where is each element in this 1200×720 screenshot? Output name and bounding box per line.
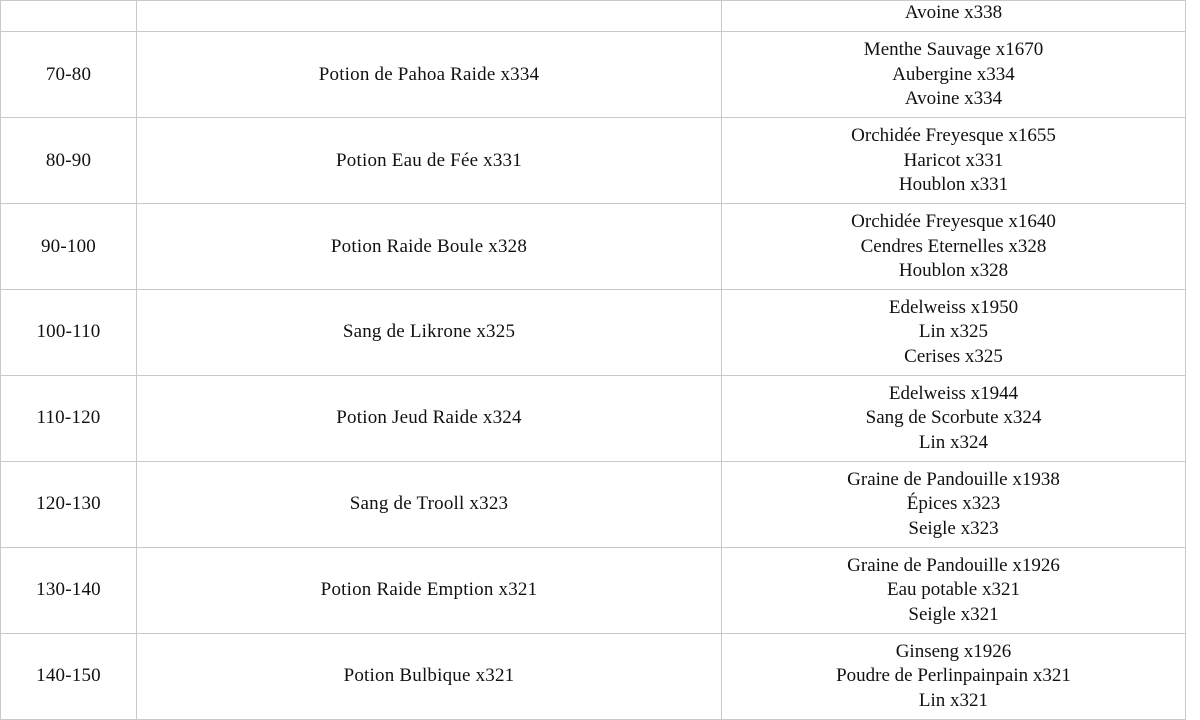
level-cell: 100-110 xyxy=(1,290,137,376)
ingredients-cell xyxy=(722,290,1186,376)
item-cell: Potion Eau de Fée x331 xyxy=(137,118,722,204)
item-cell: Potion Raide Boule x328 xyxy=(137,204,722,290)
ingredients-cell xyxy=(722,118,1186,204)
ingredient-line: Seigle x323 xyxy=(908,517,999,539)
item-cell: Potion Bulbique x321 xyxy=(137,633,722,719)
ingredient-line: Eau potable x321 xyxy=(887,579,1020,601)
ingredient-line: Houblon x328 xyxy=(898,259,1009,281)
table-row xyxy=(1,290,1186,376)
ingredient-line: Graine de Pandouille x1926 xyxy=(847,554,1060,576)
table-row xyxy=(1,547,1186,633)
item-cell xyxy=(137,1,722,32)
level-cell: 120-130 xyxy=(1,462,137,548)
item-cell: Potion Raide Emption x321 xyxy=(137,547,722,633)
ingredient-line: Lin x324 xyxy=(918,431,989,453)
level-cell: 80-90 xyxy=(1,118,137,204)
level-cell: 70-80 xyxy=(1,32,137,118)
ingredients-cell xyxy=(722,462,1186,548)
table-body xyxy=(1,1,1186,720)
table-row xyxy=(1,633,1186,719)
ingredient-line: Seigle x321 xyxy=(908,603,999,625)
ingredient-line: Ginseng x1926 xyxy=(895,640,1012,662)
ingredients-cell xyxy=(722,376,1186,462)
table-row xyxy=(1,32,1186,118)
level-cell: 110-120 xyxy=(1,376,137,462)
item-cell: Potion Jeud Raide x324 xyxy=(137,376,722,462)
ingredient-line: Orchidée Freyesque x1655 xyxy=(851,125,1056,147)
ingredient-line: Edelweiss x1944 xyxy=(888,383,1019,405)
ingredient-line: Lin x321 xyxy=(918,689,989,711)
ingredient-line: Menthe Sauvage x1670 xyxy=(863,39,1044,61)
ingredient-line: Avoine x334 xyxy=(904,87,1003,109)
item-cell: Sang de Likrone x325 xyxy=(137,290,722,376)
level-cell xyxy=(1,1,137,32)
table-row xyxy=(1,376,1186,462)
level-cell: 130-140 xyxy=(1,547,137,633)
level-cell: 90-100 xyxy=(1,204,137,290)
ingredient-line: Houblon x331 xyxy=(898,173,1009,195)
table-row xyxy=(1,118,1186,204)
ingredient-line: Sang de Scorbute x324 xyxy=(865,407,1042,429)
ingredient-line: Avoine x338 xyxy=(904,2,1003,23)
item-cell: Potion de Pahoa Raide x334 xyxy=(137,32,722,118)
item-cell: Sang de Trooll x323 xyxy=(137,462,722,548)
ingredients-cell xyxy=(722,32,1186,118)
table-row xyxy=(1,204,1186,290)
ingredient-line: Poudre de Perlinpainpain x321 xyxy=(836,665,1071,687)
ingredient-line: Lin x325 xyxy=(918,321,989,343)
ingredient-line: Aubergine x334 xyxy=(892,63,1015,85)
ingredients-cell xyxy=(722,1,1186,32)
table-row xyxy=(1,462,1186,548)
ingredient-line: Haricot x331 xyxy=(903,149,1004,171)
ingredient-line: Graine de Pandouille x1938 xyxy=(847,469,1060,490)
level-cell: 140-150 xyxy=(1,633,137,719)
ingredients-cell xyxy=(722,633,1186,719)
ingredient-line: Cendres Eternelles x328 xyxy=(860,235,1047,257)
ingredient-line: Edelweiss x1950 xyxy=(888,297,1019,319)
ingredient-line: Épices x323 xyxy=(906,493,1001,515)
ingredients-cell xyxy=(722,204,1186,290)
table-row xyxy=(1,1,1186,32)
ingredients-cell xyxy=(722,547,1186,633)
ingredient-line: Cerises x325 xyxy=(904,345,1003,367)
ingredient-line: Orchidée Freyesque x1640 xyxy=(851,211,1056,233)
